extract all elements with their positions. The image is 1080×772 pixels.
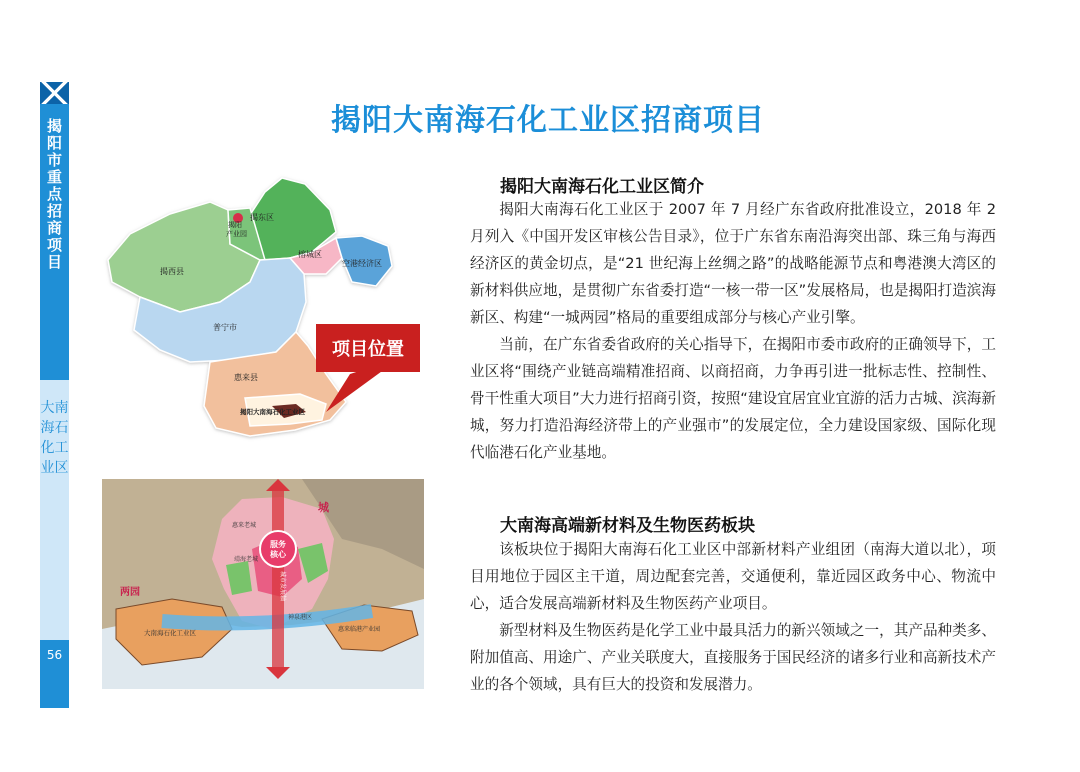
label-airport: 空港经济区	[342, 259, 382, 268]
label-dananhai: 大南海石化工业区	[144, 629, 196, 637]
label-city: 城	[318, 501, 329, 514]
label-huilai: 惠来县	[234, 373, 258, 382]
section1-paragraph-1: 揭阳大南海石化工业区于 2007 年 7 月经广东省政府批准设立，2018 年 2 月列入《中国开发区审核公告目录》，位于广东省东南沿海突出部、珠三角与海西经济区的黄金切点，是“21 世纪海上丝绸之路”的战略能源节点和粤港澳大湾区的新材料供应地，是贯彻广东省委打造“一核一带一区”发展格局，也是揭阳打造滨海新区、构建“一城两园”格局的重要组成部分与核心产业引擎。	[470, 201, 996, 326]
label-jiexi: 揭西县	[160, 267, 184, 276]
region-map	[100, 162, 452, 444]
label-rongcheng: 榕城区	[298, 250, 322, 259]
label-park: 揭阳	[228, 221, 242, 229]
page-title: 揭阳大南海石化工业区招商项目	[331, 103, 765, 138]
label-axis: 城市发展轴	[279, 571, 286, 602]
sidebar-subtitle: 大南海石化工业区	[40, 400, 69, 476]
label-jinghai-old: 靖海老城	[234, 556, 259, 563]
section2-body	[470, 536, 996, 698]
callout-label: 项目位置	[332, 339, 404, 360]
label-service-core: 服务	[270, 540, 286, 549]
label-project: 揭阳大南海石化工业区	[240, 408, 305, 416]
sidebar-title: 揭阳市重点招商项目	[46, 117, 62, 271]
section2-paragraph-2: 新型材料及生物医药是化学工业中最具活力的新兴领域之一，其产品种类多、附加值高、用途广、产业关联度大，直接服务于国民经济的诸多行业和高新技术产业的各个领域，具有巨大的投资和发展潜力。	[470, 622, 996, 693]
label-two-parks: 两园	[120, 587, 140, 598]
service-core	[260, 531, 296, 567]
section1-heading: 揭阳大南海石化工业区简介	[500, 177, 704, 197]
section2-paragraph-1: 该板块位于揭阳大南海石化工业区中部新材料产业组团（南海大道以北），项目用地位于园区主干道，周边配套完善，交通便利，靠近园区政务中心、物流中心，适合发展高端新材料及生物医药产业项目。	[470, 541, 996, 612]
label-puning: 普宁市	[213, 323, 237, 332]
label-shenquan: 神泉港区	[288, 614, 313, 621]
section2-heading: 大南海高端新材料及生物医药板块	[500, 516, 755, 536]
section1-paragraph-2: 当前，在广东省委省政府的关心指导下，在揭阳市委市政府的正确领导下，工业区将“围绕产业链高端精准招商、以商招商，力争再引进一批标志性、控制性、骨干性重大项目”大力进行招商引资，按照“建设宜居宜业宜游的活力古城、滨海新城，努力打造沿海经济带上的产业强市”的发展定位，全力建设国家级、国际化现代临港石化产业基地。	[470, 336, 996, 461]
label-park-2: 产业园	[226, 230, 247, 238]
label-service-core-2: 核心	[270, 550, 286, 559]
label-huilai-old: 惠来老城	[232, 522, 257, 529]
page-number: 56	[46, 648, 63, 662]
section1-body	[470, 196, 996, 466]
label-jiedong: 揭东区	[250, 213, 274, 222]
label-huilai-port: 惠来临港产业园	[338, 626, 381, 633]
planning-map	[102, 479, 424, 689]
